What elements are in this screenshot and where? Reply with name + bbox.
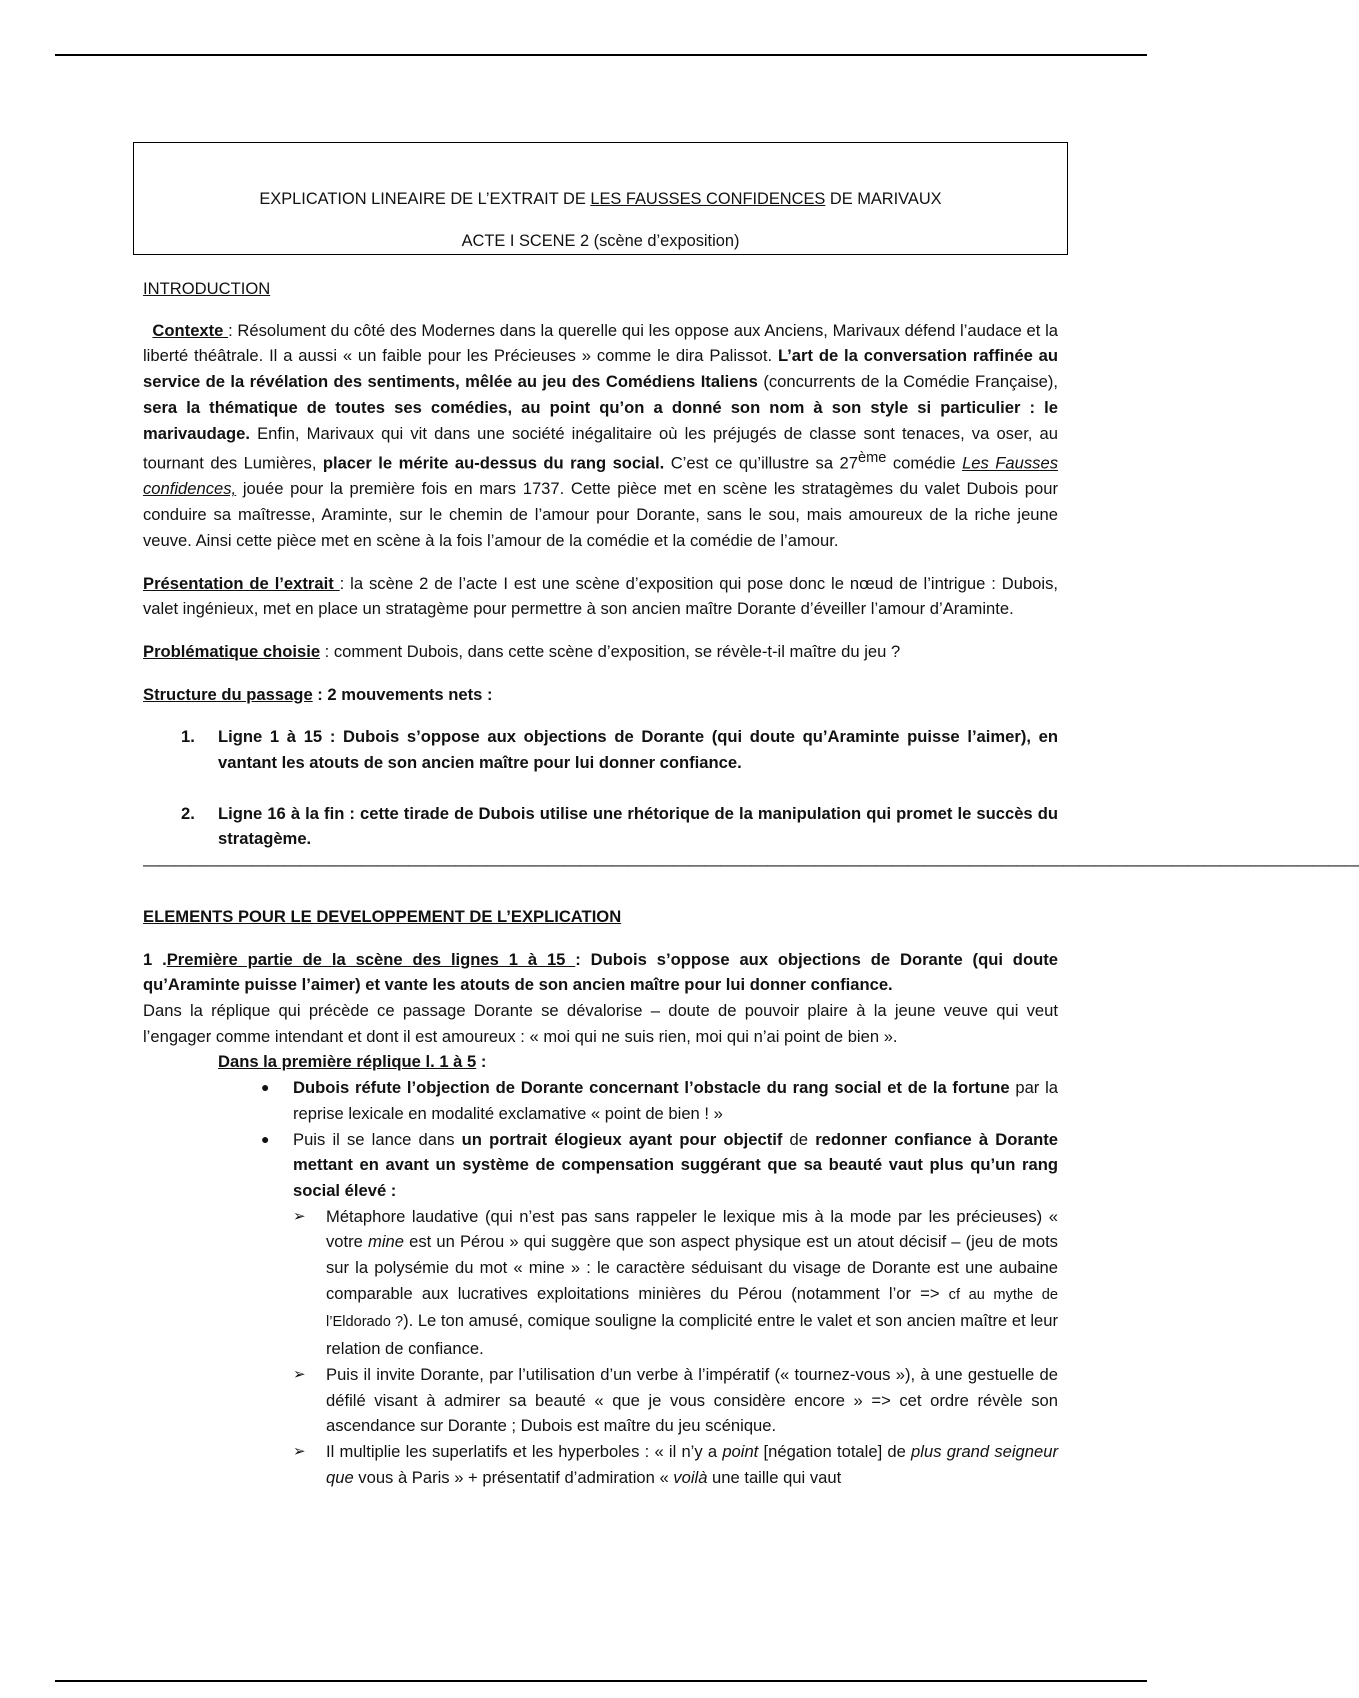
sub-analysis-list <box>293 1204 1058 1491</box>
arrow-bullet-icon: ➢ <box>293 1365 306 1383</box>
list-item: 1. Ligne 1 à 15 : Dubois s’oppose aux objections de Dorante (qui doute qu’Araminte puisse l’aimer), en vantant les atouts de son ancien maître pour lui donner confiance. <box>181 727 1058 773</box>
analysis-list <box>143 1075 1058 1490</box>
elements-heading: ELEMENTS POUR LE DEVELOPPEMENT DE L’EXPLICATION <box>143 906 622 926</box>
mouvements-list <box>143 724 1058 852</box>
list-item: 2. Ligne 16 à la fin : cette tirade de Dubois utilise une rhétorique de la manipulation qui promet le succès du stratagème. <box>181 803 1058 849</box>
title-box <box>133 142 1068 255</box>
bottom-rule <box>55 1680 1147 1682</box>
separator-line: —————————————————————————————————————————————————————————————————————————————— <box>143 855 1359 875</box>
list-item: ➢ Puis il invite Dorante, par l’utilisation d’un verbe à l’impératif (« tournez-vous »), à une gestuelle de défilé visant à admirer sa beauté « que je vous considère encore » => cet ordre révèle son ascendance sur Dorante ; Dubois est maître du jeu scénique. <box>143 1362 1058 1439</box>
document-subtitle: ACTE I SCENE 2 (scène d’exposition) <box>461 232 740 250</box>
part1-heading: 1 .Première partie de la scène des lignes 1 à 15 : Dubois s’oppose aux objections de Dorante (qui doute qu’Araminte puisse l’aimer) et vante les atouts de son ancien maître pour lui donner confiance. <box>143 949 1058 995</box>
arrow-bullet-icon: ➢ <box>293 1207 306 1225</box>
list-item: ➢ Il multiplie les superlatifs et les hyperboles : « il n’y a point [négation totale] de plus grand seigneur que vous à Paris » + présentatif d’admiration « voilà une taille qui vaut <box>143 1439 1058 1490</box>
structure-paragraph: Structure du passage : 2 mouvements nets : <box>143 684 493 704</box>
document-body <box>143 276 1359 1490</box>
introduction-heading: INTRODUCTION <box>143 279 271 298</box>
sub-heading-replique: Dans la première réplique l. 1 à 5 : <box>218 1052 487 1072</box>
document-title: EXPLICATION LINEAIRE DE L’EXTRAIT DE LES FAUSSES CONFIDENCES DE MARIVAUX <box>259 190 942 208</box>
arrow-bullet-icon: ➢ <box>293 1442 306 1460</box>
work-title: LES FAUSSES CONFIDENCES <box>590 190 826 208</box>
problematique-paragraph: Problématique choisie : comment Dubois, dans cette scène d’exposition, se révèle-t-il maître du jeu ? <box>143 641 901 661</box>
bullet-icon: ● <box>261 1079 270 1096</box>
list-item: ➢ Métaphore laudative (qui n’est pas sans rappeler le lexique mis à la mode par les précieuses) « votre mine est un Pérou » qui suggère que son aspect physique est un atout décisif – (jeu de mots sur la polysémie du mot « mine » : le caractère séduisant du visage de Dorante est une aubaine comparable aux lucratives exploitations minières du Pérou (notamment l’or => cf au mythe de l’Eldorado ?). Le ton amusé, comique souligne la complicité entre le valet et son ancien maître et leur relation de confiance. <box>143 1204 1058 1362</box>
list-item: ● Dubois réfute l’objection de Dorante concernant l’obstacle du rang social et de la fortune par la reprise lexicale en modalité exclamative « point de bien ! » <box>143 1075 1058 1126</box>
part1-intro-paragraph: Dans la réplique qui précède ce passage Dorante se dévalorise – doute de pouvoir plaire à la jeune veuve qui veut l’engager comme intendant et dont il est amoureux : « moi qui ne suis rien, moi qui n’ai point de bien ». <box>143 1001 1058 1046</box>
presentation-paragraph: Présentation de l’extrait : la scène 2 de l’acte I est une scène d’exposition qui pose donc le nœud de l’intrigue : Dubois, valet ingénieux, met en place un stratagème pour permettre à son ancien maître Dorante d’éveiller l’amour d’Araminte. <box>143 573 1058 619</box>
list-item: ● Puis il se lance dans un portrait élogieux ayant pour objectif de redonner confiance à Dorante mettant en avant un système de compensation suggérant que sa beauté vaut plus qu’un rang social élevé : ➢ Métaphore laudative (qui n’est pas sans rappeler le lexique mis à la mode par les précieuses) « votre mine est un Pérou » qui suggère que son aspect physique est un atout décisif – (jeu de mots sur la polysémie du mot « mine » : le caractère séduisant du visage de Dorante est une aubaine comparable aux lucratives exploitations minières du Pérou (notamment l’or => cf au mythe de l’Eldorado ?). Le ton amusé, comique souligne la complicité entre le valet et son ancien maître et leur relation de confiance. ➢ Puis il invite Dorante, par l’utilisation d’un verbe à l’impératif (« tournez-vous »), à une gestuelle de défilé visant à admirer sa beauté « que je vous considère encore » => cet ordre révèle son ascendance sur Dorante ; Dubois est maître du jeu scénique. ➢ Il multiplie les superlatifs et les hyperboles : « il n’y a point [négation totale] de plus grand seigneur que vous à Paris » + présentatif d’admiration « voilà une taille qui vaut <box>143 1127 1058 1491</box>
top-rule <box>55 54 1147 56</box>
bullet-icon: ● <box>261 1130 270 1147</box>
contexte-paragraph: Contexte : Résolument du côté des Modernes dans la querelle qui les oppose aux Anciens, Marivaux défend l’audace et la liberté théâtrale. Il a aussi « un faible pour les Précieuses » comme le dira Palissot. L’art de la conversation raffinée au service de la révélation des sentiments, mêlée au jeu des Comédiens Italiens (concurrents de la Comédie Française), sera la thématique de toutes ses comédies, au point qu’on a donné son nom à son style si particulier : le marivaudage. Enfin, Marivaux qui vit dans une société inégalitaire où les préjugés de classe sont tenaces, va oser, au tournant des Lumières, placer le mérite au-dessus du rang social. C’est ce qu’illustre sa 27ème comédie Les Fausses confidences, jouée pour la première fois en mars 1737. Cette pièce met en scène les stratagèmes du valet Dubois pour conduire sa maîtresse, Araminte, sur le chemin de l’amour pour Dorante, sans le sou, mais amoureux de la riche jeune veuve. Ainsi cette pièce met en scène à la fois l’amour de la comédie et la comédie de l’amour. <box>143 320 1059 550</box>
